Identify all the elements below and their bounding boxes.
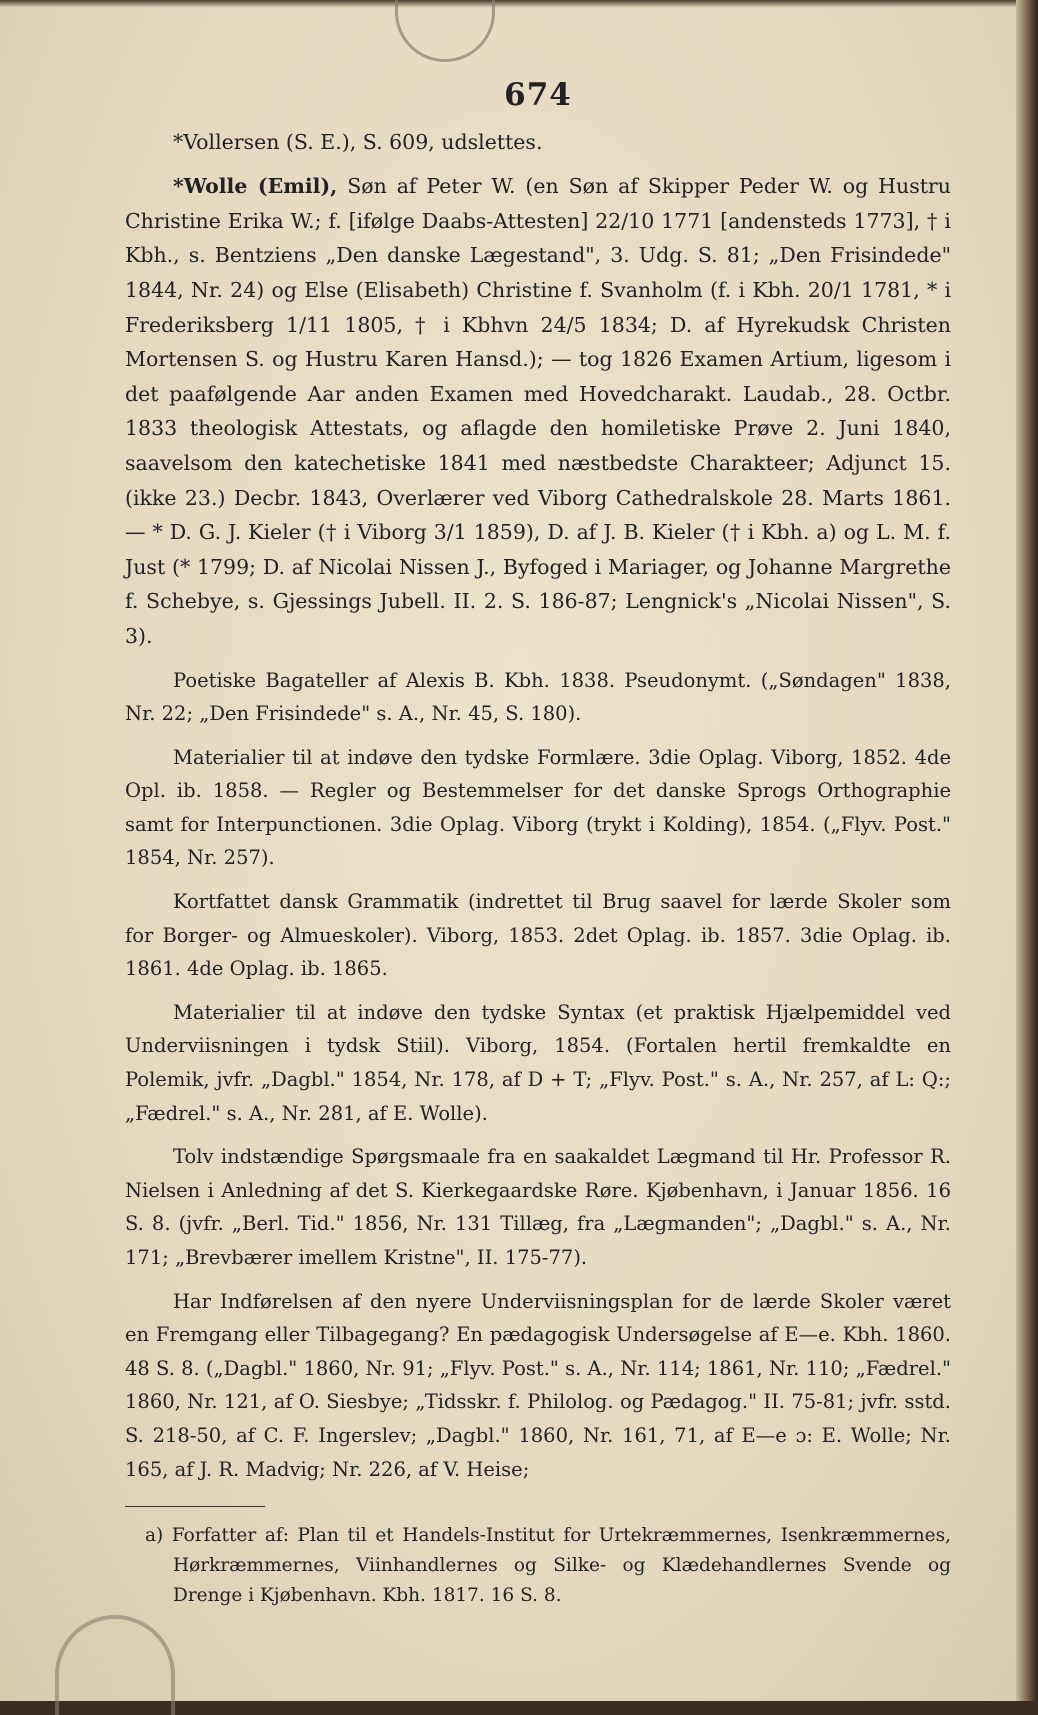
entry-vollersen: *Vollersen (S. E.), S. 609, udslettes. bbox=[173, 129, 543, 154]
page-top-edge bbox=[0, 0, 1038, 8]
work-item: Har Indførelsen af den nyere Underviisningsplan for de lærde Skoler været en Fremgang eller Tilbagegang? En pædagogisk Undersøgelse af E—e. Kbh. 1860. 48 S. 8. („Dagbl." 1860, Nr. 91; „Flyv. Post." s. A., Nr. 114; 1861, Nr. 110; „Fædrel." 1860, Nr. 121, af O. Siesbye; „Tidsskr. f. Philolog. og Pædagog." II. 75-81; jvfr. sstd. S. 218-50, af C. F. Ingerslev; „Dagbl." 1860, Nr. 161, 71, af E—e ɔ: E. Wolle; Nr. 165, af J. R. Madvig; Nr. 226, af V. Heise; bbox=[125, 1289, 951, 1481]
work-item: Kortfattet dansk Grammatik (indrettet til Brug saavel for lærde Skoler som for Borger- og Almueskoler). Viborg, 1853. 2det Oplag. ib. 1857. 3die Oplag. ib. 1861. 4de Oplag. ib. 1865. bbox=[125, 890, 951, 981]
page-text-block bbox=[125, 70, 951, 1611]
book-binding-edge bbox=[1016, 0, 1038, 1701]
scanner-clip-top bbox=[395, 0, 495, 62]
footnote-divider bbox=[125, 1506, 265, 1507]
footnote: a) Forfatter af: Plan til et Handels-Institut for Urtekræmmernes, Isenkræmmernes, Hørkræmmernes, Viinhandlernes og Silke- og Klædehandlernes Svende og Drenge i Kjøbenhavn. Kbh. 1817. 16 S. 8. bbox=[145, 1525, 951, 1607]
entry-wolle bbox=[125, 169, 951, 653]
work-item: Poetiske Bagateller af Alexis B. Kbh. 1838. Pseudonymt. („Søndagen" 1838, Nr. 22; „Den Frisindede" s. A., Nr. 45, S. 180). bbox=[125, 668, 951, 726]
work-item: Materialier til at indøve den tydske Formlære. 3die Oplag. Viborg, 1852. 4de Opl. ib. 1858. — Regler og Bestemmelser for det danske Sprogs Orthographie samt for Interpunctionen. 3die Oplag. Viborg (trykt i Kolding), 1854. („Flyv. Post." 1854, Nr. 257). bbox=[125, 745, 951, 870]
entry-wolle-headword: *Wolle (Emil), bbox=[173, 174, 338, 199]
entry-wolle-biography: Søn af Peter W. (en Søn af Skipper Peder W. og Hustru Christine Erika W.; f. [ifølge Daabs-Attesten] 22/10 1771 [andensteds 1773], † i Kbh., s. Bentziens „Den danske Lægestand", 3. Udg. S. 81; „Den Frisindede" 1844, Nr. 24) og Else (Elisabeth) Christine f. Svanholm (f. i Kbh. 20/1 1781, * i Frederiksberg 1/11 1805, † i Kbhvn 24/5 1834; D. af Hyrekudsk Christen Mortensen S. og Hustru Karen Hansd.); — tog 1826 Examen Artium, ligesom i det paafølgende Aar anden Examen med Hovedcharakt. Laudab., 28. Octbr. 1833 theologisk Attestats, og aflagde den homiletiske Prøve 2. Juni 1840, saavelsom den katechetiske 1841 med næstbedste Charakteer; Adjunct 15. (ikke 23.) Decbr. 1843, Overlærer ved Viborg Cathedralskole 28. Marts 1861. — * D. G. J. Kieler († i Viborg 3/1 1859), D. af J. B. Kieler († i Kbh. a) og L. M. f. Just (* 1799; D. af Nicolai Nissen J., Byfoged i Mariager, og Johanne Margrethe f. Schebye, s. Gjessings Jubell. II. 2. S. 186-87; Lengnick's „Nicolai Nissen", S. 3). bbox=[125, 174, 951, 648]
page-number: 674 bbox=[504, 77, 572, 113]
scanner-clip-bottom bbox=[55, 1615, 175, 1715]
work-item: Tolv indstændige Spørgsmaale fra en saakaldet Lægmand til Hr. Professor R. Nielsen i Anledning af det S. Kierkegaardske Røre. Kjøbenhavn, i Januar 1856. 16 S. 8. (jvfr. „Berl. Tid." 1856, Nr. 131 Tillæg, fra „Lægmanden"; „Dagbl." s. A., Nr. 171; „Brevbærer imellem Kristne", II. 175-77). bbox=[125, 1145, 951, 1269]
work-item: Materialier til at indøve den tydske Syntax (et praktisk Hjælpemiddel ved Underviisningen i tydsk Stiil). Viborg, 1854. (Fortalen hertil fremkaldte en Polemik, jvfr. „Dagbl." 1854, Nr. 178, af D + T; „Flyv. Post." s. A., Nr. 257, af L: Q:; „Fædrel." s. A., Nr. 281, af E. Wolle). bbox=[125, 1000, 951, 1125]
